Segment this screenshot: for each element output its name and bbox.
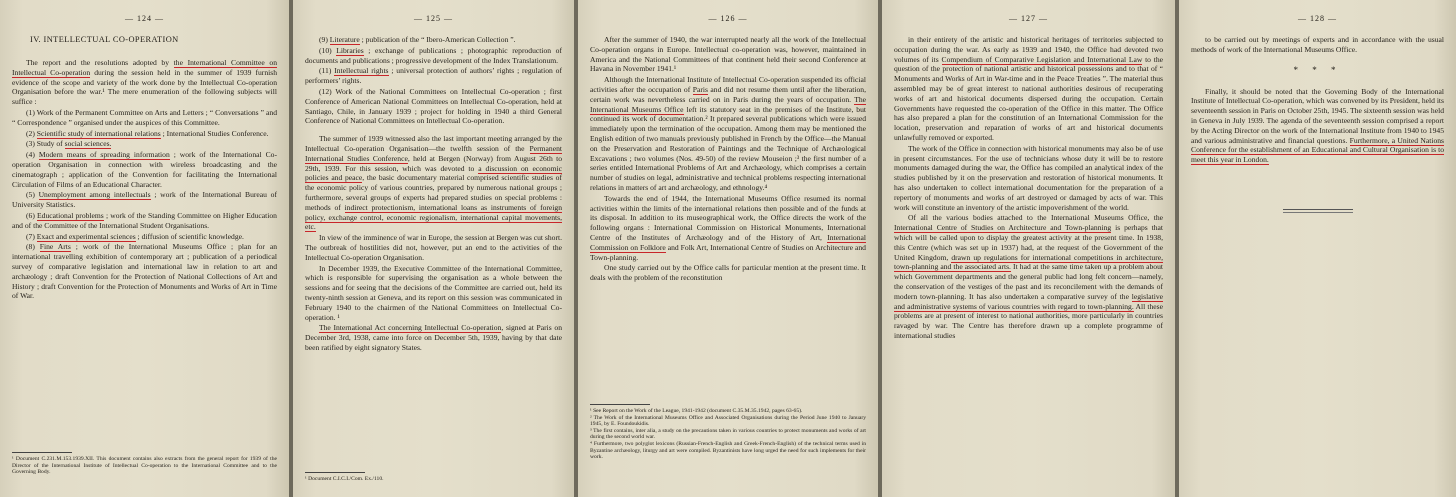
paragraph — [894, 144, 1163, 213]
underlined-phrase: Exact and experimental sciences — [36, 231, 136, 241]
page-number: — 126 — — [708, 14, 748, 23]
text-run: (9) — [319, 35, 330, 44]
underlined-phrase: social sciences. — [64, 139, 112, 149]
underlined-phrase: Literature — [329, 35, 360, 44]
underlined-phrase: legislative and administrative systems of various countries with regard to town-planning. — [894, 291, 1163, 311]
intro-paragraph — [12, 58, 277, 107]
footnote-rule — [590, 404, 650, 405]
underlined-phrase: The International Museums Office — [590, 94, 866, 114]
text-run: Finally, it should be noted that the Governing Body of the International Institute of Intellectual Co-operation, which was convened by its President, held its seventeenth session in Paris on October 25th, 1945. The sixteenth session was held in Geneva in July 1939. The agenda of the seventeenth session comprised a report by the Acting Director on the work of the International Institute from 1940 to 1945 and various administrative and financial questions. — [1191, 86, 1444, 145]
text-run: Towards the end of 1944, the International Museums Office resumed its normal activities within the limits of the international relations then possible and of the funds at its disposal. In addition to its museographical work, the Office directs the work of the following organs : International Commission on Historical Monuments, International Centre of the Institutes of Archæology and of the History of Art, — [590, 193, 866, 242]
list-item — [305, 35, 562, 45]
list-item — [12, 232, 277, 242]
text-run: (10) — [319, 45, 337, 55]
text-run: (8) — [26, 242, 40, 252]
end-rule — [1283, 209, 1353, 210]
underlined-phrase: the International Committee on Intellectual Co-operation — [12, 58, 277, 77]
text-run: All these problems are at present of interest to national authorities, more particularly in countries ravaged by war. The Centre has therefore drawn up a complete programme of international studies — [894, 301, 1163, 340]
underlined-phrase: Compendium of Comparative Legislation and International Law — [941, 54, 1143, 64]
section-separator: * * * — [1293, 64, 1342, 75]
paragraph — [590, 75, 866, 193]
paragraph — [894, 213, 1163, 340]
paragraph — [590, 263, 866, 283]
text-run: In December 1939, the Executive Committee of the International Committee, which is responsible for supervising the organisation as a whole between the sessions and for seeing that the decisions of the Committee are carried out, held its twenty-ninth session at Geneva, and its report on this session was communicated in February 1940 to the chairmen of the National Committees on Intellectual Co-operation. ¹ — [305, 263, 562, 322]
underlined-phrase: International Commission on Folklore — [590, 232, 866, 252]
underlined-phrase: Permanent International Studies Conference — [305, 143, 562, 163]
page-124 — [0, 0, 289, 497]
footnote-rule — [305, 472, 365, 473]
text-run: It had at the same time taken up a problem about which Government departments and the general public had long felt concern—namely, the conservation of the vestiges of the past and its reconcilement with the demands of modern town-planning. It has also undertaken a comparative survey of the — [894, 262, 1163, 301]
underlined-phrase: Paris — [692, 84, 708, 94]
text-run: to the question of the protection of national artistic and historical possessions and to that of “ Monuments and Works of Art in War-time and in the Peace Treaties ”. The material thus assembled may be of great interest to national authorities desirous of recuperating works of art and historical documents dispersed during the occupation. Certain Governments have requested the co-operation of the Office in this matter. The Office has also prepared a plan for the constitution of an International Commission for the location, preservation and reparation of works of art and historical documents unlawfully removed or exported. — [894, 54, 1163, 142]
text-run: is perhaps that which will be called upon to display the greatest activity at the present time. In 1938, this Centre (which was set up in 1937) had, at the request of the Government of the United Kingdom, — [894, 223, 1163, 262]
text-run: ; publication of the “ Ibero-American Collection ”. — [359, 35, 516, 44]
text-run: After the summer of 1940, the war interrupted nearly all the work of the Intellectual Co-operation organs in Europe. Intellectual co-operation was, however, maintained in America and the National Committees of that continent held their second Conference at Havana in November 1941.¹ — [590, 35, 866, 74]
page-number: — 127 — — [1009, 14, 1048, 23]
footnote-block — [305, 464, 562, 483]
text-run: ; universal protection of authors’ rights ; regulation of performers’ rights. — [305, 66, 562, 86]
text-run: In view of the imminence of war in Europe, the session at Bergen was cut short. The outbreak of hostilities did not, however, put an end to the activities of the Intellectual Co-operation Organisation. — [305, 233, 563, 262]
underlined-phrase: Unemployment among intellectuals — [38, 190, 151, 200]
list-item — [12, 150, 277, 189]
paragraph — [305, 233, 562, 262]
page-127 — [882, 0, 1175, 497]
text-run: ; work of the International Bureau of University Statistics. — [12, 190, 277, 210]
list-item — [305, 66, 562, 86]
footnote-block — [12, 444, 277, 476]
text-run: ; exchange of publications ; photographic reproduction of documents and publications ; progressive development of the Index Translationum. — [305, 45, 562, 65]
page-number: — 128 — — [1298, 14, 1337, 23]
underlined-phrase: International Centre of Studies on Architecture and Town-planning — [894, 223, 1112, 233]
text-run: , held at Bergen (Norway) from August 26th to 29th, 1939. For this session, which was devoted to — [305, 153, 563, 173]
text-run: ; work of the Standing Committee on Higher Education and of the Committee of the International Student Organisations. — [12, 210, 277, 230]
underlined-phrase: Intellectual rights — [334, 66, 389, 76]
underlined-phrase: Scientific study of international relations — [36, 128, 161, 138]
text-run: and Folk Art, International Centre of Studies on Architecture and Town-planning. — [590, 242, 866, 262]
underlined-phrase: drawn up regulations for international competitions in architecture, town-planning and the associated arts. — [894, 252, 1163, 272]
underlined-phrase: Modern means of spreading information — [38, 150, 170, 160]
text-run: (4) — [26, 150, 39, 160]
footnote: ² The Work of the International Museums Office and Associated Organisations during the Period June 1940 to January 1945, by E. Foundoukidis. — [590, 414, 866, 428]
text-run: Of all the various bodies attached to the International Museums Office, the — [908, 213, 1163, 223]
text-run: , the basic documentary material comprised scientific studies of the economic policy of various countries, prepared by numerous national groups ; furthermore, several groups of experts had prepared studies on special problems : methods of — [305, 173, 562, 212]
text-run: to be carried out by meetings of experts and in accordance with the usual methods of work of the International Museums Office. — [1191, 35, 1444, 54]
paragraph — [305, 134, 562, 232]
underlined-phrase: indirect protectionism, international loans as instruments of foreign policy, exchange control, economic regionalism, international capital movements, etc. — [305, 202, 563, 232]
text-run: (6) — [26, 210, 38, 220]
footnote: ³ The first contains, inter alia, a study on the precautions taken in various countries to protect monuments and works of art during the second world war. — [590, 427, 866, 441]
footnote-rule — [12, 452, 72, 453]
footnote-block — [590, 396, 866, 461]
page-128 — [1179, 0, 1456, 497]
underlined-phrase: Fine Arts — [39, 242, 71, 252]
text-run: The work of the Office in connection with historical monuments may also be of use in present circumstances. For the use of technicians whose duty it will be to restore monuments damaged during the war, the Office has compiled an analytical index of the studies published by it on the preservation and restoration of historical monuments. It has also undertaken to collect international documentation for the preparation of a repertory of monuments and works of art destroyed or damaged by acts of war. This work will constitute an inventory of the artistic impoverishment of the world. — [894, 143, 1163, 212]
text-run: (1) Work of the Permanent Committee on Arts and Letters ; “ Conversations ” and “ Correspondence ” organised under the auspices of this Committee. — [12, 107, 277, 127]
list-item — [12, 242, 277, 301]
text-run: Although the International Institute of Intellectual Co-operation suspended its official activities after the occupation of — [590, 75, 866, 94]
list-item — [12, 190, 277, 210]
underlined-phrase: a discussion on economic policies and peace — [305, 163, 562, 183]
end-rule — [1283, 212, 1353, 213]
paragraph — [590, 35, 866, 74]
text-run: (5) — [26, 190, 39, 200]
list-item — [12, 129, 277, 139]
list-item — [12, 211, 277, 231]
text-run: left its statutory seat in the premises of the Institute, but continued its work of documentation.² It prepared several publications which were issued immediately upon the termination of the occupation. Among them may be mentioned the English edition of two manuals previously published in French by the Office—the Manual on the Preservation and Restoration of Paintings and the Technique of Archæological Excavations ; two volumes (Nos. 49-50) of the review Mouseion ;³ the first number of a series entitled International Problems of Art and Archæology, which comprises a certain number of studies on legal, administrative and technical problems respecting international relations in matters of art and archæology, and ethnology.⁴ — [590, 104, 867, 192]
page-number: — 125 — — [414, 14, 453, 23]
list-item — [305, 46, 562, 66]
text-run: (11) — [319, 66, 335, 76]
underlined-phrase: Educational problems — [37, 210, 104, 220]
text-run: The summer of 1939 witnessed also the last important meeting arranged by the Intellectual Co-operation Organisation—the twelfth session of the — [305, 134, 562, 153]
list-item — [305, 87, 562, 126]
list-item — [12, 108, 277, 128]
page-125 — [293, 0, 574, 497]
footnote: ⁴ Furthermore, two polyglot lexicons (Russian-French-English and Greek-French-English) of the technical terms used in Byzantine archæology, liturgy and art were compiled. Byzantinists have long urged the need for such implements for their work. — [590, 440, 866, 461]
text-run: during the session held in the summer of 1939 furnish evidence of the scope and variety of the work done by the Intellectual Co-operation Organisation before the war.¹ The mere enumeration of the following subjects will suffice : — [12, 67, 277, 107]
page-number: — 124 — — [125, 14, 164, 23]
text-run: One study carried out by the Office calls for particular mention at the present time. It deals with the problem of the reconstitution — [590, 263, 866, 283]
text-run: The report and the resolutions adopted by — [26, 58, 174, 67]
page-126 — [578, 0, 878, 497]
paragraph — [894, 35, 1163, 143]
text-run: ; work of the International Museums Office ; plan for an international travelling exhibition of contemporary art ; publication of a periodical survey of comparative legislation and international law in relation to art and archæology ; draft Convention for the Protection of National Collections of Art and History ; draft Convention for the Protection of Monuments and Works of Art in Time of War. — [12, 242, 277, 301]
footnote: ¹ Document C.231.M.153.1939.XII. This document contains also extracts from the general report for 1939 of the Director of the International Institute of Intellectual Co-operation to the International Committee and to the Governing Body. — [12, 456, 277, 476]
footnote: ¹ Document C.I.C.I./Com. Ex./110. — [305, 476, 384, 482]
text-run: (7) — [26, 231, 37, 241]
section-heading: IV. INTELLECTUAL CO-OPERATION — [30, 35, 179, 44]
text-run: (2) — [26, 128, 37, 138]
text-run: ; diffusion of scientific knowledge. — [135, 231, 244, 241]
footnote: ¹ See Report on the Work of the League, 1941-1942 (document C.35.M.35.1942, pages 63-65). — [590, 408, 803, 414]
paragraph — [1191, 35, 1444, 55]
text-run: and did not resume them until after the liberation, certain work was nevertheless carried on in Paris during the years of occupation. — [590, 84, 866, 104]
underlined-phrase: Libraries — [336, 45, 364, 55]
text-run: , signed at Paris on December 3rd, 1938, came into force on December 5th, 1939, having by that date been ratified by eight signatory States. — [305, 323, 562, 352]
paragraph — [305, 323, 562, 352]
underlined-phrase: Furthermore, a United Nations Conference for the establishment of an Educational and Cultural Organisation is to meet this year in London. — [1191, 135, 1444, 165]
text-run: ; International Studies Conference. — [160, 128, 269, 138]
text-run: (3) Study of — [26, 139, 65, 149]
paragraph — [1191, 87, 1444, 165]
underlined-phrase: The International Act concerning Intellectual Co-operation — [319, 323, 502, 333]
text-run: ; work of the International Co-operation Organisation in connection with wireless broadcasting and the cinematograph ; application of the Convention for facilitating the International Circulation of Films of an Educational Character. — [12, 150, 277, 189]
list-item — [12, 139, 277, 149]
paragraph — [590, 194, 866, 263]
text-run: (12) Work of the National Committees on Intellectual Co-operation ; first Conference of American National Committees on Intellectual Co-operation, held at Santiago, Chile, in January 1939 ; project for holding in 1940 a third General Conference of National Committees on Intellectual Co-operation. — [305, 86, 562, 126]
text-run: in their entirety of the artistic and historical heritages of territories subjected to occupation during the war. As early as 1939 and 1940, the Office had devoted two volumes of its — [894, 35, 1163, 64]
paragraph — [305, 264, 562, 323]
